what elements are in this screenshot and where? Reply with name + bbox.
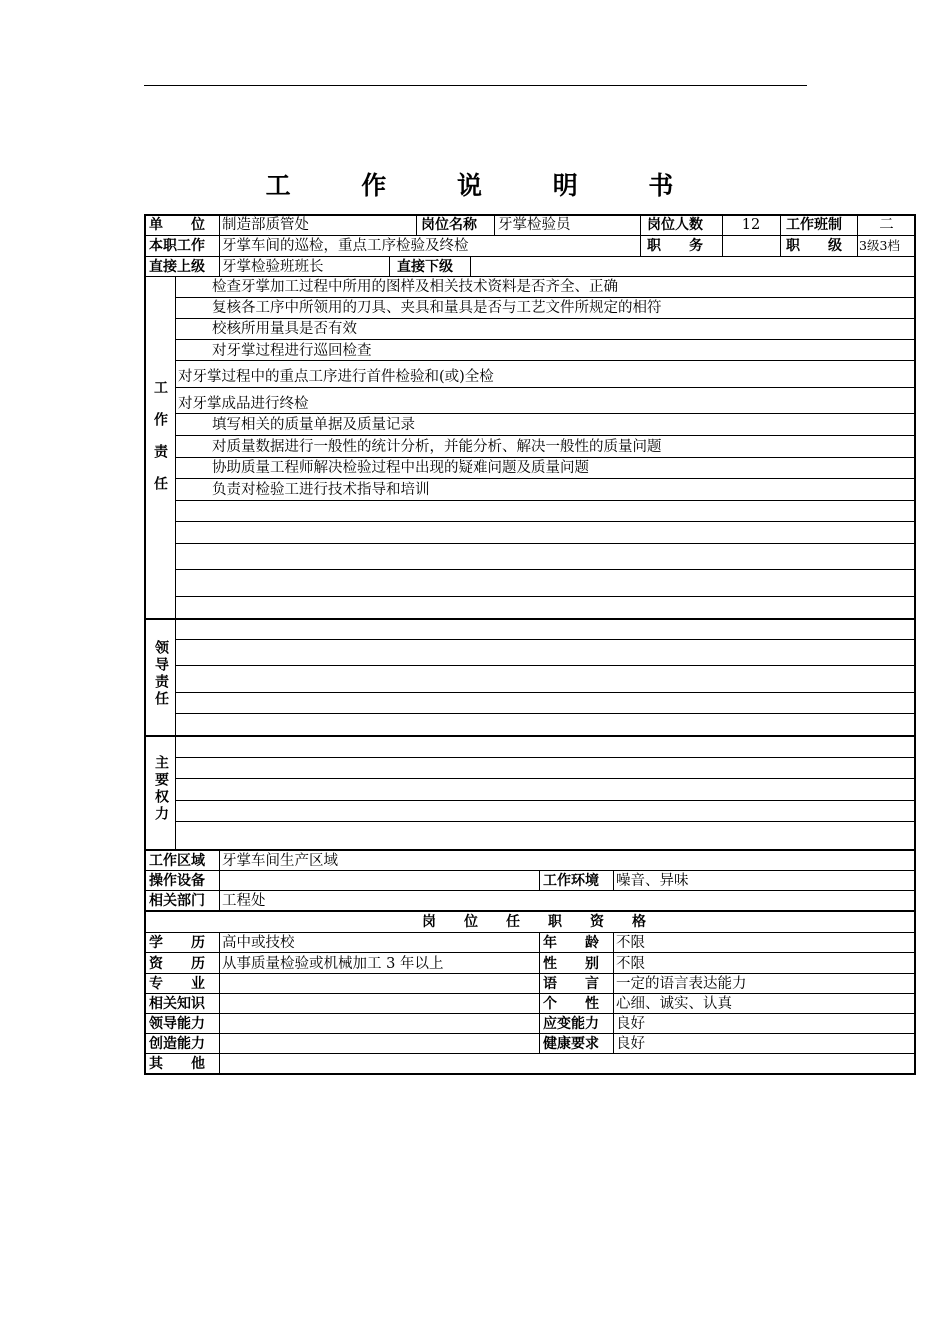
list-item: 协助质量工程师解决检验过程中出现的疑难问题及质量问题 bbox=[212, 460, 589, 476]
list-item: 检查牙掌加工过程中所用的图样及相关技术资料是否齐全、正确 bbox=[212, 279, 618, 295]
dept-value: 工程处 bbox=[222, 893, 266, 909]
headcount-label: 岗位人数 bbox=[647, 217, 703, 233]
list-item: 对质量数据进行一般性的统计分析，并能分析、解决一般性的质量问题 bbox=[212, 439, 662, 455]
qual-right-value: 心细、诚实、认真 bbox=[616, 996, 732, 1012]
duties-label: 工作责任 bbox=[152, 380, 168, 508]
qual-right-label: 年 龄 bbox=[543, 935, 599, 951]
qual-right-label: 健康要求 bbox=[543, 1036, 599, 1052]
qual-right-label: 语 言 bbox=[543, 976, 599, 992]
qual-right-value: 不限 bbox=[616, 935, 645, 951]
list-item: 对牙掌成品进行终检 bbox=[178, 396, 309, 412]
qual-left-value: 从事质量检验或机械加工 3 年以上 bbox=[222, 956, 444, 972]
dept-label: 相关部门 bbox=[149, 893, 205, 909]
job-value: 牙掌车间的巡检，重点工序检验及终检 bbox=[222, 238, 469, 254]
qual-left-value: 高中或技校 bbox=[222, 935, 295, 951]
qual-left-label: 领导能力 bbox=[149, 1016, 205, 1032]
qual-right-label: 性 别 bbox=[543, 956, 599, 972]
powers-label: 主要权力 bbox=[153, 755, 169, 823]
qual-left-label: 创造能力 bbox=[149, 1036, 205, 1052]
equipment-label: 操作设备 bbox=[149, 873, 205, 889]
grade-value: 3级3档 bbox=[859, 238, 900, 253]
header-rule bbox=[144, 85, 807, 86]
leadership-label: 领导责任 bbox=[153, 640, 169, 708]
post-name-value: 牙掌检验员 bbox=[498, 217, 571, 233]
area-value: 牙掌车间生产区域 bbox=[222, 853, 338, 869]
shift-value: 二 bbox=[879, 217, 894, 233]
superior-label: 直接上级 bbox=[149, 259, 205, 275]
list-item: 负责对检验工进行技术指导和培训 bbox=[212, 482, 430, 498]
list-item: 校核所用量具是否有效 bbox=[212, 321, 357, 337]
env-label: 工作环境 bbox=[543, 873, 599, 889]
unit-label: 单 位 bbox=[149, 217, 205, 233]
area-label: 工作区域 bbox=[149, 853, 205, 869]
qual-left-label: 学 历 bbox=[149, 935, 205, 951]
unit-value: 制造部质管处 bbox=[222, 217, 309, 233]
subordinate-label: 直接下级 bbox=[397, 259, 453, 275]
qual-right-value: 良好 bbox=[616, 1016, 645, 1032]
qual-right-label: 应变能力 bbox=[543, 1016, 599, 1032]
post-name-label: 岗位名称 bbox=[421, 217, 477, 233]
list-item: 填写相关的质量单据及质量记录 bbox=[212, 417, 415, 433]
qual-left-label: 相关知识 bbox=[149, 996, 205, 1012]
qual-right-label: 个 性 bbox=[543, 996, 599, 1012]
list-item: 对牙掌过程进行巡回检查 bbox=[212, 343, 372, 359]
qual-left-label: 资 历 bbox=[149, 956, 205, 972]
qualifications-heading: 岗 位 任 职 资 格 bbox=[422, 914, 646, 930]
headcount-value: 12 bbox=[741, 217, 761, 233]
position-label: 职 务 bbox=[647, 238, 703, 254]
qual-right-value: 一定的语言表达能力 bbox=[616, 976, 747, 992]
list-item: 对牙掌过程中的重点工序进行首件检验和(或)全检 bbox=[178, 369, 494, 385]
qual-right-value: 良好 bbox=[616, 1036, 645, 1052]
env-value: 噪音、异味 bbox=[616, 873, 689, 889]
grade-label: 职 级 bbox=[786, 238, 842, 254]
qual-left-label: 其 他 bbox=[149, 1056, 205, 1072]
job-label: 本职工作 bbox=[149, 238, 205, 254]
qual-left-label: 专 业 bbox=[149, 976, 205, 992]
document-title: 工 作 说 明 书 bbox=[265, 171, 705, 200]
qual-right-value: 不限 bbox=[616, 956, 645, 972]
shift-label: 工作班制 bbox=[786, 217, 842, 233]
superior-value: 牙掌检验班班长 bbox=[222, 259, 324, 275]
list-item: 复核各工序中所领用的刀具、夹具和量具是否与工艺文件所规定的相符 bbox=[212, 300, 662, 316]
